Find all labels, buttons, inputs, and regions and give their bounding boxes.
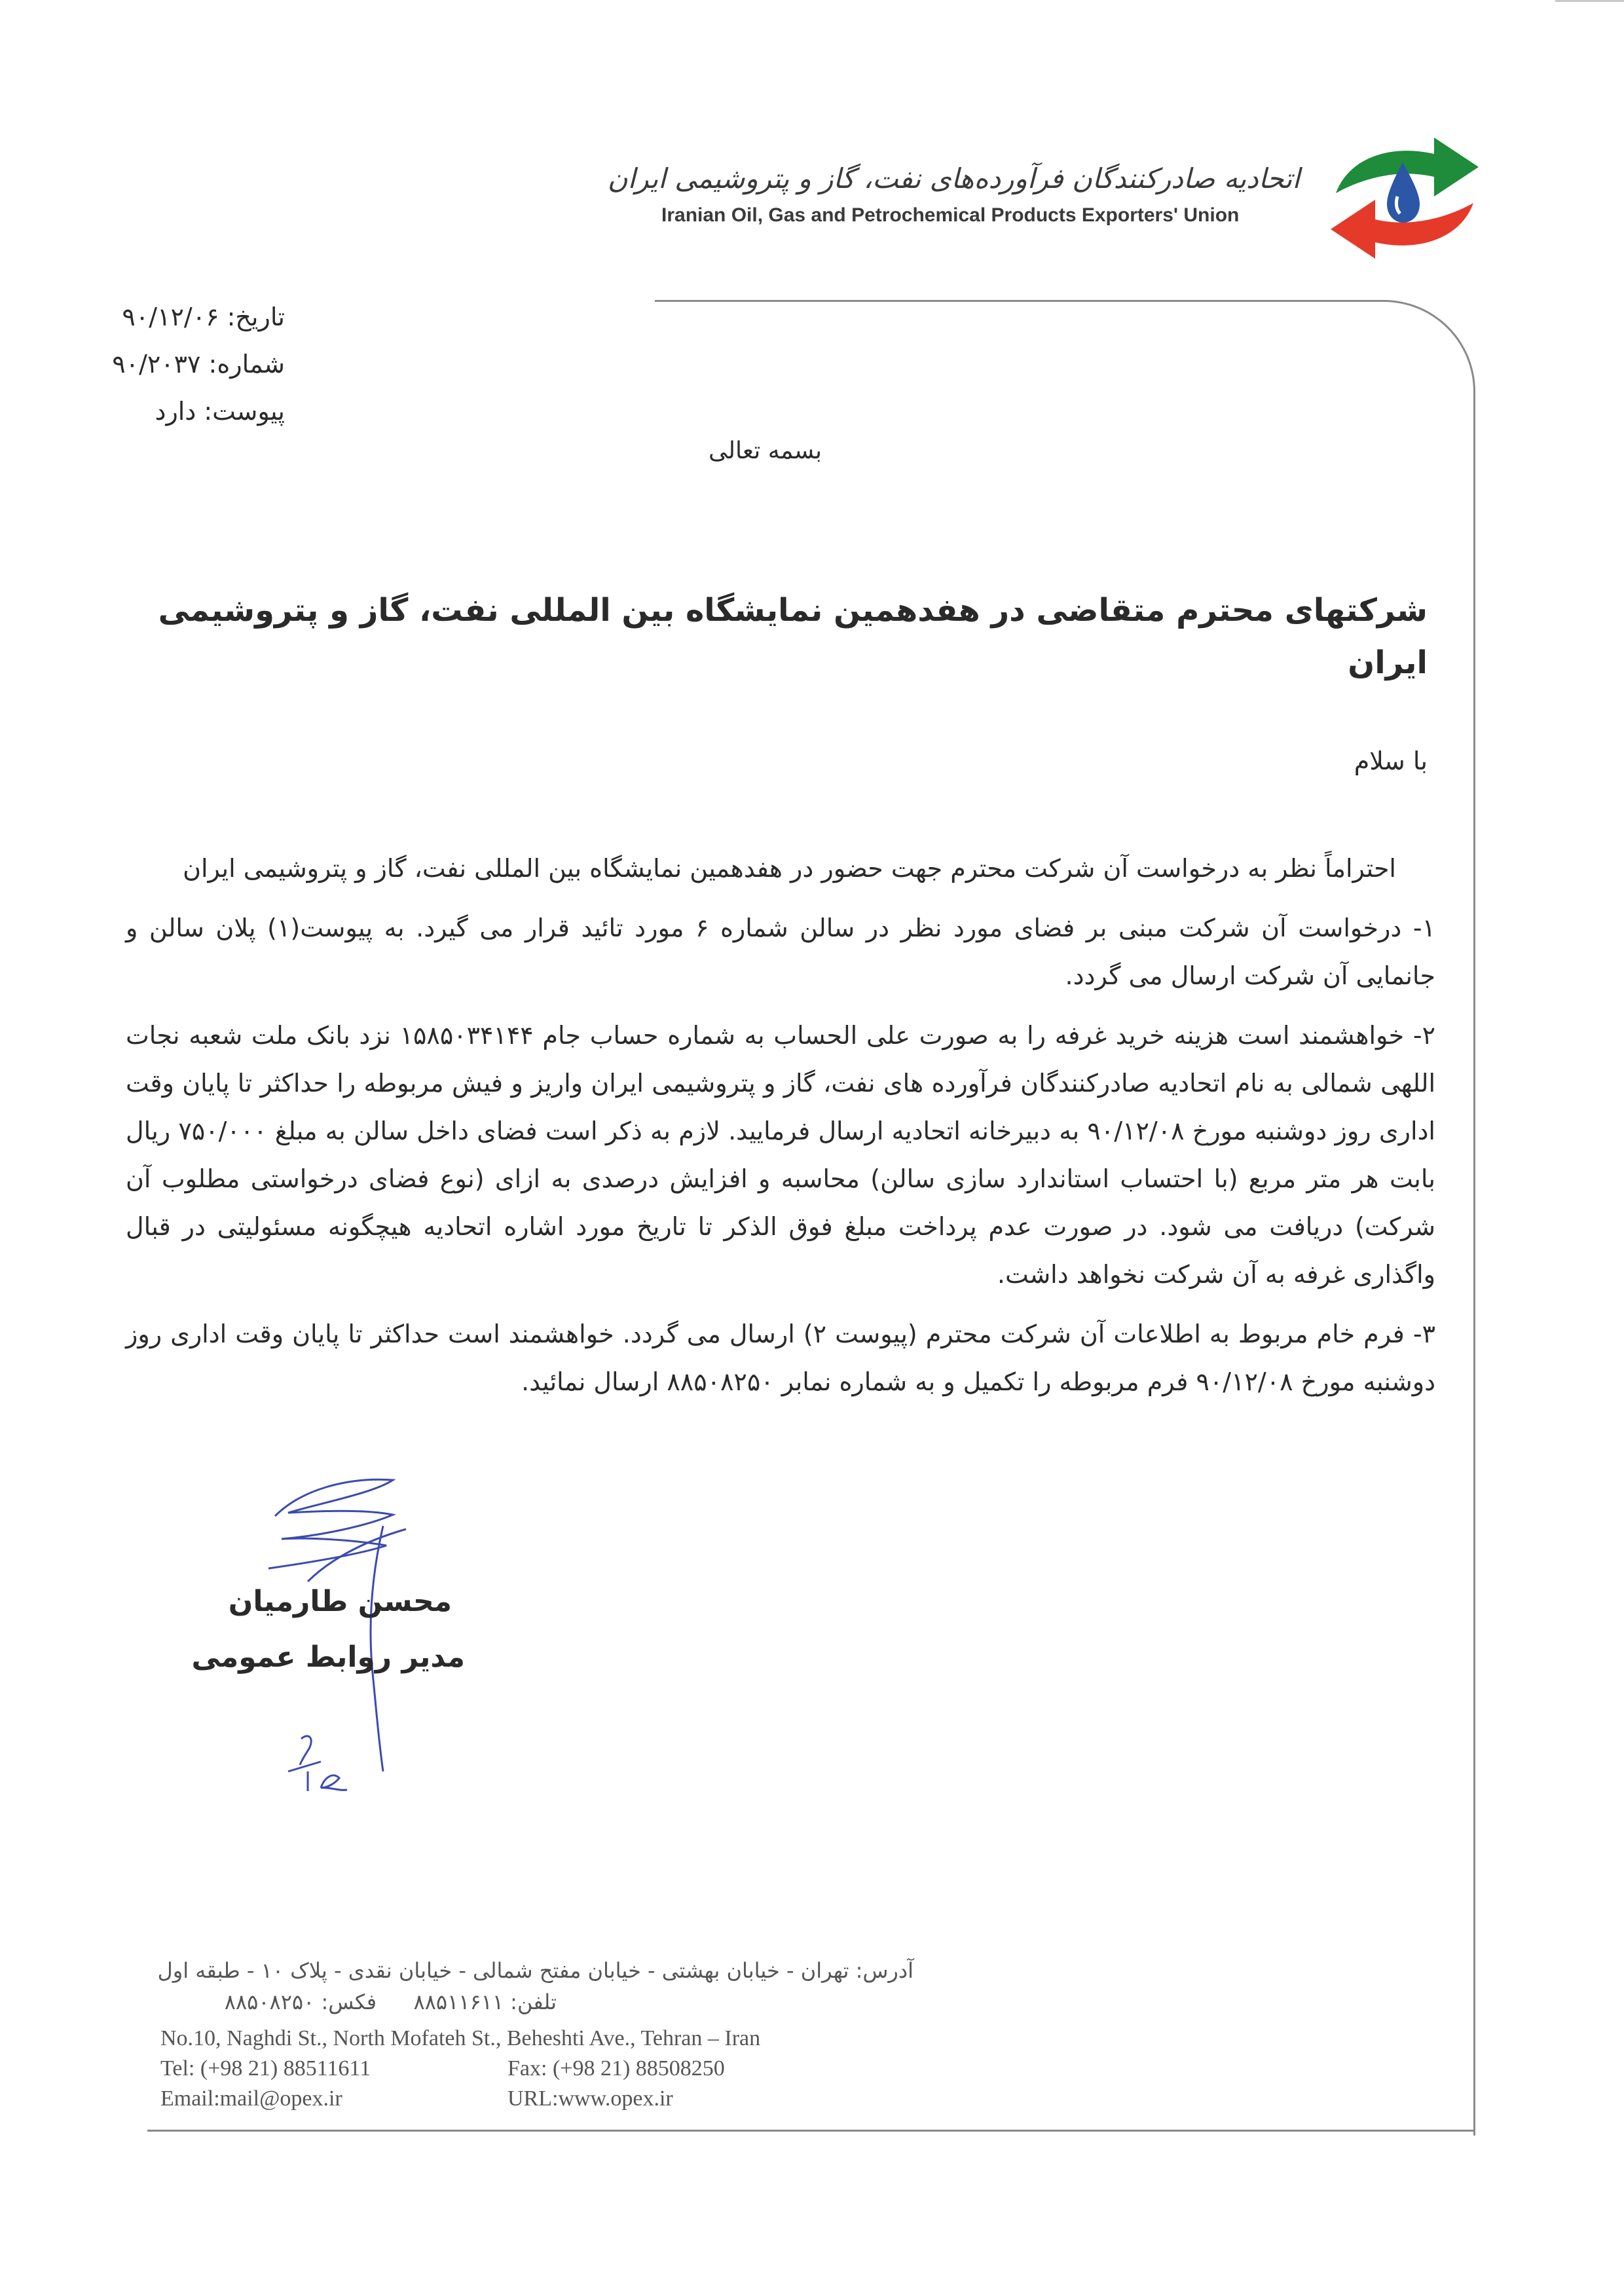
org-name-persian: اتحادیه صادرکنندگان فرآورده‌های نفت، گاز و پتروشیمی ایران [607,162,1300,194]
footer-divider [147,2130,1473,2132]
body-item-3: ۳- فرم خام مربوط به اطلاعات آن شرکت محترم (پیوست ۲) ارسال می گردد. خواهشمند است حداکثر تا پایان وقت اداری روز دوشنبه مورخ ۹۰/۱۲/۰۸ فرم مربوطه را تکمیل و به شماره نمابر ۸۸۵۰۸۲۵۰ ارسال نمائید. [126,1320,1436,1396]
greeting: با سلام [1354,747,1428,775]
page-edge-line [1555,0,1624,11]
footer-address-persian: آدرس: تهران - خیابان بهشتی - خیابان مفتح شمالی - خیابان نقدی - پلاک ۱۰ - طبقه اول [157,1958,913,1983]
handwritten-signature [262,1464,445,1791]
handwritten-note: ۶/۱۲ [263,1790,264,1791]
letter-date: تاریخ: ۹۰/۱۲/۰۶ [122,303,285,331]
footer-tel-english: Tel: (+98 21) 88511611 [160,2056,371,2081]
letter-number: شماره: ۹۰/۲۰۳۷ [112,350,285,379]
union-logo-icon [1329,131,1480,262]
footer-url[interactable]: URL:www.opex.ir [507,2086,673,2111]
letter-attachment: پیوست: دارد [155,397,285,426]
footer-fax-persian: فکس: ۸۸۵۰۸۲۵۰ [224,1990,377,2014]
footer-address-english: No.10, Naghdi St., North Mofateh St., Beheshti Ave., Tehran – Iran [160,2026,761,2050]
bismillah: بسمه تعالی [708,437,822,464]
body-item-2: ۲- خواهشمند است هزینه خرید غرفه را به صورت علی الحساب به شماره حساب جام ۱۵۸۵۰۳۴۱۴۴ نزد بانک ملت شعبه نجات اللهی شمالی به نام اتحادیه صادرکنندگان فرآورده های نفت، گاز و پتروشیمی ایران واریز و فیش مربوطه را حداکثر تا پایان وقت اداری روز دوشنبه مورخ ۹۰/۱۲/۰۸ به دبیرخانه اتحادیه ارسال فرمایید. لازم به ذکر است فضای داخل سالن به مبلغ ۷۵۰/۰۰۰ ریال بابت هر متر مربع (با احتساب استاندارد سازی سالن) محاسبه و افزایش درصدی به ازای (نوع فضای درخواستی مطلوب آن شرکت) دریافت می شود. در صورت عدم پرداخت مبلغ فوق الذکر تا تاریخ مورد اشاره اتحادیه هیچگونه مسئولیتی در قبال واگذاری غرفه به آن شرکت نخواهد داشت. [126,1021,1435,1289]
body-item-1: ۱- درخواست آن شرکت مبنی بر فضای مورد نظر در سالن شماره ۶ مورد تائید قرار می گیرد. به پیوست(۱) پلان سالن و جانمایی آن شرکت ارسال می گردد. [126,914,1436,990]
signatory-name: محسن طارمیان [228,1585,452,1618]
org-name-english: Iranian Oil, Gas and Petrochemical Products Exporters' Union [661,204,1240,226]
body-intro: احتراماً نظر به درخواست آن شرکت محترم جهت حضور در هفدهمین نمایشگاه بین المللی نفت، گاز و پتروشیمی ایران [183,854,1396,883]
footer-tel-persian: تلفن: ۸۸۵۱۱۶۱۱ [413,1990,557,2014]
footer-fax-english: Fax: (+98 21) 88508250 [507,2056,725,2081]
signatory-title: مدیر روابط عمومی [191,1640,465,1674]
letter-body [126,845,1435,1418]
letter-subject: شرکتهای محترم متقاضی در هفدهمین نمایشگاه بین المللی نفت، گاز و پتروشیمی ایران [158,592,1428,681]
footer-email[interactable]: Email:mail@opex.ir [160,2086,342,2111]
